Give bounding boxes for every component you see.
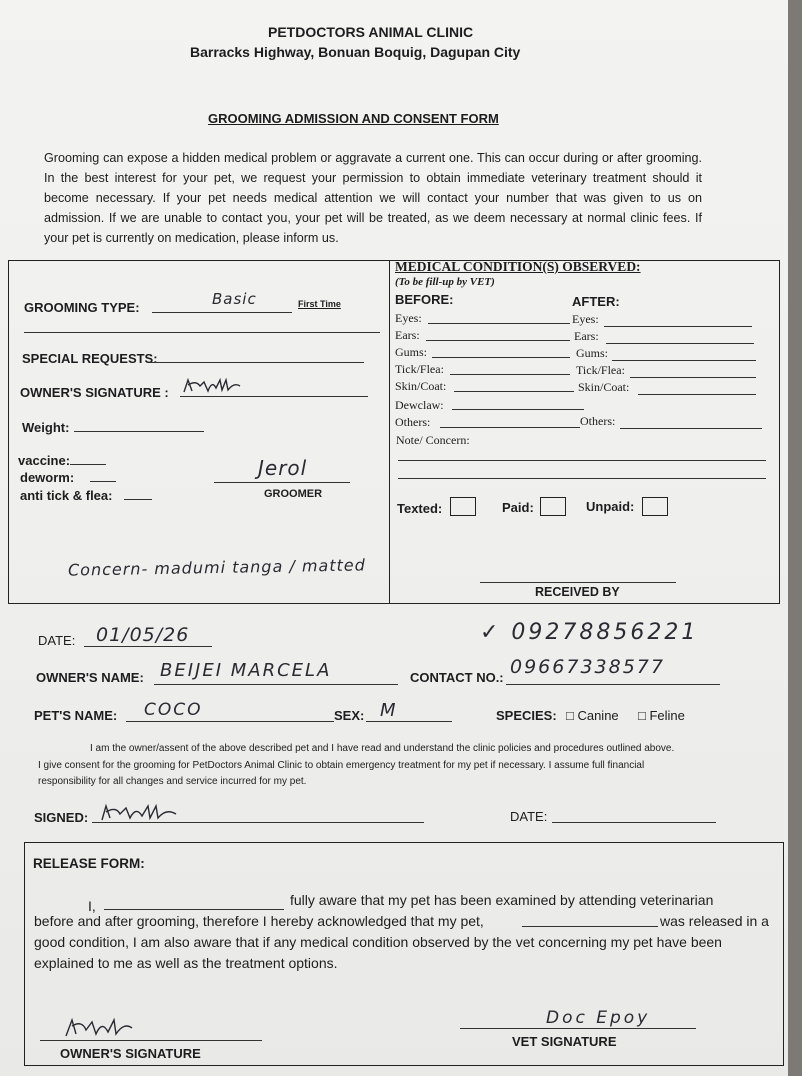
contact-label: CONTACT NO.: — [410, 670, 504, 685]
special-requests-field[interactable] — [150, 362, 364, 363]
before-eyes-field[interactable] — [428, 323, 570, 324]
after-label: AFTER: — [572, 294, 620, 309]
release-pet-field[interactable] — [522, 926, 658, 927]
before-gums-field[interactable] — [432, 357, 570, 358]
table-divider — [389, 260, 390, 604]
weight-label: Weight: — [22, 420, 70, 435]
consent-date-label: DATE: — [510, 809, 548, 824]
owner-signature-label: OWNER'S SIGNATURE : — [20, 385, 169, 400]
sex-field[interactable] — [366, 721, 452, 722]
grooming-type-label: GROOMING TYPE: — [24, 300, 140, 315]
before-label: BEFORE: — [395, 292, 454, 307]
special-requests-label: SPECIAL REQUESTS: — [22, 351, 158, 366]
paid-checkbox[interactable] — [540, 497, 566, 516]
others-before-field[interactable] — [440, 427, 580, 428]
owner-name-value: BEIJEI MARCELA — [160, 660, 332, 681]
release-owner-signature-label: OWNER'S SIGNATURE — [60, 1046, 201, 1061]
before-skin-field[interactable] — [454, 391, 574, 392]
after-eyes-label: Eyes: — [572, 312, 599, 326]
vet-signature-label: VET SIGNATURE — [512, 1034, 617, 1049]
before-tick-field[interactable] — [450, 374, 570, 375]
release-owner-signature-field[interactable] — [40, 1040, 262, 1041]
date-value: 01/05/26 — [96, 624, 190, 646]
vet-signature-field[interactable] — [460, 1028, 696, 1029]
groomer-name: Jerol — [258, 456, 308, 480]
vaccine-label: vaccine: — [18, 453, 71, 468]
consent-line-3: responsibility for all changes and service incurred for my pet. — [38, 776, 307, 787]
sex-value: M — [380, 700, 397, 721]
vaccine-field[interactable] — [70, 464, 106, 465]
received-by-label: RECEIVED BY — [535, 585, 620, 599]
groomer-field[interactable] — [214, 482, 350, 483]
release-text-d: good condition, I am also aware that if any medical condition observed by the vet concerning my pet have been — [34, 934, 722, 950]
grooming-type-field[interactable] — [152, 312, 292, 313]
before-tick-label: Tick/Flea: — [395, 362, 444, 376]
medical-subtitle: (To be fill-up by VET) — [395, 276, 495, 288]
contact-field[interactable] — [506, 684, 720, 685]
after-ears-field[interactable] — [606, 343, 754, 344]
pet-name-field[interactable] — [126, 721, 334, 722]
release-text-a: fully aware that my pet has been examined by attending veterinarian — [290, 892, 714, 908]
after-eyes-field[interactable] — [604, 326, 752, 327]
release-text-c: was released in a — [660, 913, 769, 929]
clinic-address: Barracks Highway, Bonuan Boquig, Dagupan City — [190, 44, 521, 60]
note-line-1[interactable] — [398, 460, 766, 461]
after-tick-field[interactable] — [630, 377, 756, 378]
pet-name-value: COCO — [144, 700, 203, 720]
others-after-field[interactable] — [620, 428, 762, 429]
owner-name-label: OWNER'S NAME: — [36, 670, 144, 685]
concern-note: Concern- madumi tanga / matted — [67, 555, 366, 580]
release-text-b: before and after grooming, therefore I hereby acknowledged that my pet, — [34, 913, 484, 929]
release-text-e: explained to me as well as the treatment options. — [34, 955, 338, 971]
weight-field[interactable] — [74, 431, 204, 432]
clinic-name: PETDOCTORS ANIMAL CLINIC — [268, 24, 474, 40]
after-tick-label: Tick/Flea: — [576, 363, 625, 377]
consent-signature-scribble — [100, 802, 180, 824]
before-ears-field[interactable] — [426, 340, 570, 341]
others-before-label: Others: — [395, 415, 431, 429]
date-field[interactable] — [84, 646, 212, 647]
unpaid-label: Unpaid: — [586, 499, 635, 514]
before-gums-label: Gums: — [395, 345, 428, 359]
form-title: GROOMING ADMISSION AND CONSENT FORM — [208, 111, 499, 126]
owner-signature-scribble — [182, 376, 242, 396]
owner-signature-field[interactable] — [180, 396, 368, 397]
release-box — [24, 842, 784, 1066]
grooming-type-value: Basic — [212, 290, 257, 308]
consent-line-1: I am the owner/assent of the above described pet and I have read and understand the clinic policies and procedures outlined above. — [90, 743, 675, 754]
note-concern-label: Note/ Concern: — [396, 433, 470, 447]
release-title: RELEASE FORM: — [33, 856, 145, 871]
deworm-label: deworm: — [20, 470, 75, 485]
consent-date-field[interactable] — [552, 822, 716, 823]
dewclaw-field[interactable] — [452, 409, 584, 410]
texted-checkbox[interactable] — [450, 497, 476, 516]
anti-tick-label: anti tick & flea: — [20, 488, 113, 503]
after-skin-field[interactable] — [638, 394, 756, 395]
sex-label: SEX: — [334, 708, 365, 723]
release-owner-signature-scribble — [64, 1016, 134, 1040]
after-gums-field[interactable] — [612, 360, 756, 361]
consent-line-2: I give consent for the grooming for PetDoctors Animal Clinic to obtain emergency treatment for my pet if necessary. I assume full financial — [38, 760, 645, 771]
owner-name-field[interactable] — [154, 684, 398, 685]
anti-tick-field[interactable] — [124, 499, 152, 500]
release-i: I, — [88, 898, 96, 914]
canine-option[interactable]: □ Canine — [566, 708, 619, 723]
others-after-label: Others: — [580, 414, 616, 428]
release-name-field[interactable] — [104, 909, 284, 910]
medical-title: MEDICAL CONDITION(S) OBSERVED: — [395, 259, 641, 274]
signed-label: SIGNED: — [34, 810, 89, 825]
deworm-field[interactable] — [90, 481, 116, 482]
before-ears-label: Ears: — [395, 328, 420, 342]
received-by-field[interactable] — [480, 582, 676, 583]
feline-option[interactable]: □ Feline — [638, 708, 685, 723]
intro-paragraph: Grooming can expose a hidden medical problem or aggravate a current one. This can occur during or after grooming. In the best interest for your pet, we request your permission to obtain immediate veterinary treatment should it become necessary. If your pet needs medical attention we will contact your number that was given to us on admission. If we are unable to contact you, your pet will be treated, as we deem necessary at normal clinic fees. If your pet is currently on medication, please inform us. — [44, 151, 702, 245]
grooming-type-field-2[interactable] — [24, 332, 380, 333]
unpaid-checkbox[interactable] — [642, 497, 668, 516]
date-label: DATE: — [38, 633, 76, 648]
before-skin-label: Skin/Coat: — [395, 379, 447, 393]
paid-label: Paid: — [502, 500, 534, 515]
vet-name: Doc Epoy — [546, 1008, 651, 1028]
after-ears-label: Ears: — [574, 329, 599, 343]
texted-label: Texted: — [397, 501, 443, 516]
after-skin-label: Skin/Coat: — [578, 380, 630, 394]
extra-contact-number: ✓ 09278856221 — [480, 620, 699, 645]
note-line-2[interactable] — [398, 478, 766, 479]
after-gums-label: Gums: — [576, 346, 609, 360]
first-time-label: First Time — [298, 299, 341, 309]
contact-value: 09667338577 — [510, 656, 665, 678]
pet-name-label: PET'S NAME: — [34, 708, 118, 723]
species-label: SPECIES: — [496, 708, 557, 723]
groomer-label: GROOMER — [264, 488, 323, 500]
dewclaw-label: Dewclaw: — [395, 398, 444, 412]
before-eyes-label: Eyes: — [395, 311, 422, 325]
